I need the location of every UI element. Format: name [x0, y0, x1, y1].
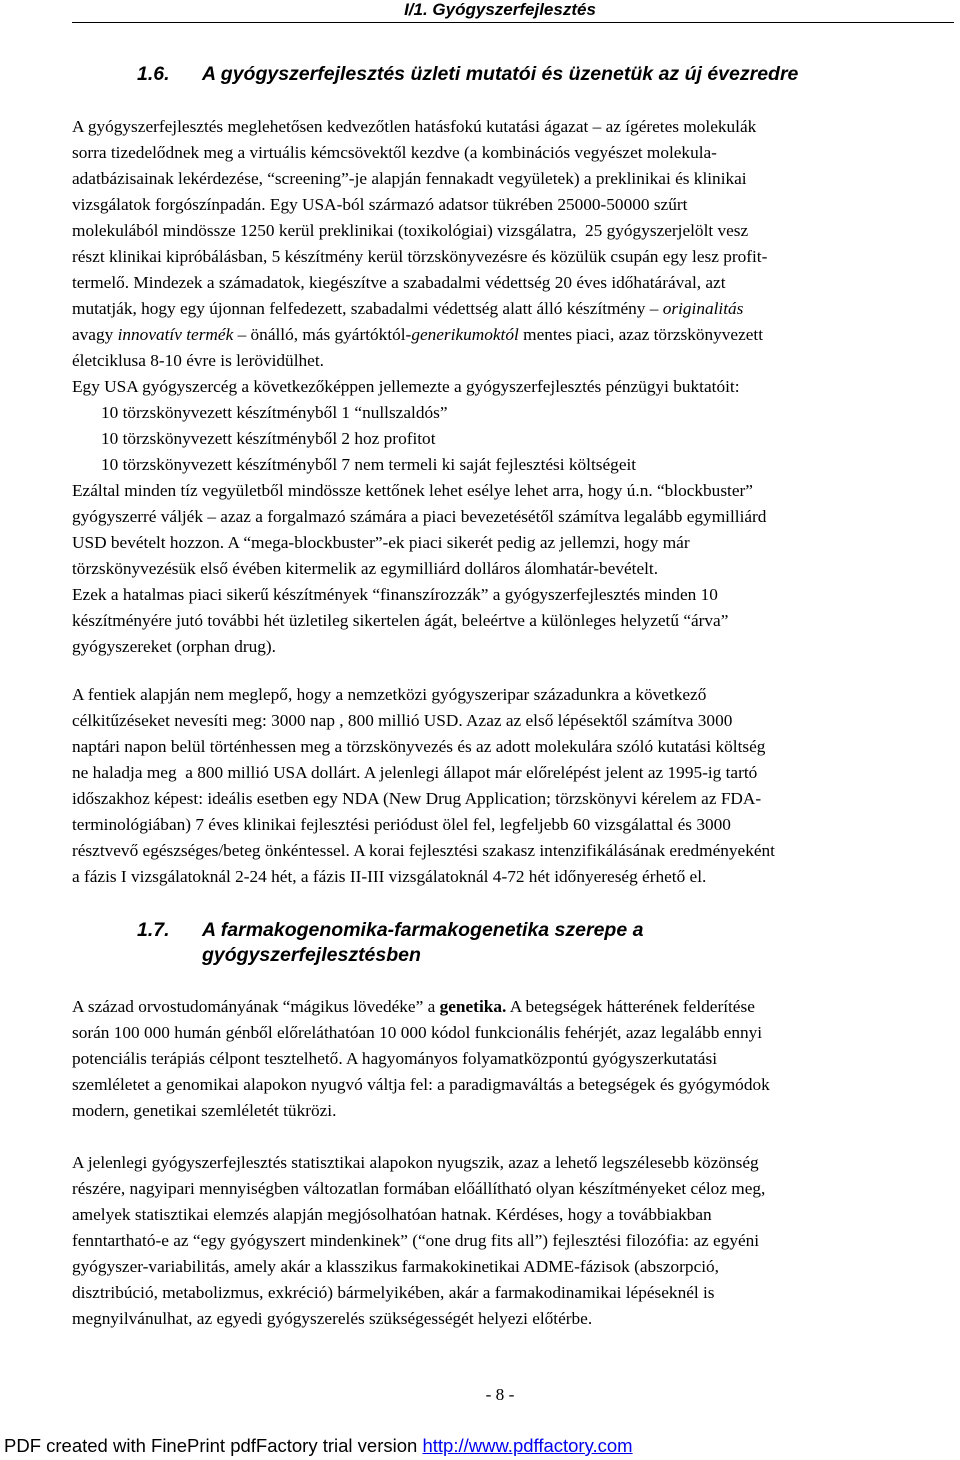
pdf-footer	[0, 1431, 960, 1460]
section-1-6-paragraph-2-intro: Egy USA gyógyszercég a következőképpen jellemezte a gyógyszerfejlesztés pénzügyi buktatóit:	[72, 377, 740, 396]
header-rule	[72, 22, 954, 23]
page-number: - 8 -	[485, 1385, 515, 1404]
running-header-title: I/1. Gyógyszerfejlesztés	[404, 0, 596, 19]
section-1-7-paragraph-2: A jelenlegi gyógyszerfejlesztés statisztikai alapokon nyugszik, azaz a lehető legszélesebb közönség részére, nagyipari mennyiségben változatlan formában előállítható olyan készítményeket céloz meg, amelyek statisztikai elemzés alapján megjósolhatóan hatnak. Kérdéses, hogy a továbbiakban fenntartható-e az “egy gyógyszert mindenkinek” (“one drug fits all”) fejlesztési filozófia: az egyéni gyógyszer-variabilitás, amely akár a klasszikus farmakokinetikai ADME-fázisok (abszorpció, disztribúció, metabolizmus, exkréció) bármelyikében, akár a farmakodinamikai lépéseknél is megnyilvánulhat, az egyedi gyógyszerelés szükségességét helyezi előtérbe.	[72, 1153, 766, 1328]
section-1-6-paragraph-3: A fentiek alapján nem meglepő, hogy a nemzetközi gyógyszeripar századunkra a következő célkitűzéseket nevesíti meg: 3000 nap , 800 millió USD. Azaz az első lépésektől számítva 3000 naptári napon belül történhessen meg a törzskönyvezés és az adott molekulára szóló kutatási költség ne haladja meg a 800 millió USA dollárt. A jelenlegi állapot már előrelépést jelent az 1995-ig tartó időszakhoz képest: ideális esetben egy NDA (New Drug Application; törzskönyvi kérelem az FDA- terminológiában) 7 éves klinikai fejlesztési periódust ölel fel, legfeljebb 60 vizsgálattal és 3000 résztvevő egészséges/beteg önkéntessel. A korai fejlesztési szakasz intenzifikálásának eredményeként a fázis I vizsgálatoknál 2-24 hét, a fázis II-III vizsgálatoknál 4-72 hét időnyereség érhető el.	[72, 685, 775, 886]
section-1-7-number: 1.7.	[137, 919, 170, 941]
footer-link[interactable]: http://www.pdffactory.com	[422, 1435, 633, 1456]
list-item-3: 10 törzskönyvezett készítményből 7 nem termeli ki saját fejlesztési költségeit	[101, 455, 637, 474]
list-item-2: 10 törzskönyvezett készítményből 2 hoz profitot	[101, 429, 436, 448]
section-1-6-paragraph-2-rest: Ezáltal minden tíz vegyületből mindössze kettőnek lehet esélye lehet arra, hogy ú.n. “blockbuster” gyógyszerré váljék – azaz a forgalmazó számára a piaci bevezetésétől számítva legalább egymilliárd USD bevételt hozzon. A “mega-blockbuster”-ek piaci sikerét pedig az jellemzi, hogy már törzskönyvezésük első évében kitermelik az egymilliárd dolláros álomhatár-bevételt. Ezek a hatalmas piaci sikerű készítmények “finanszírozzák” a gyógyszerfejlesztés minden 10 készítményére jutó további hét üzletileg sikertelen ágát, beleértve a különleges helyzetű “árva” gyógyszereket (orphan drug).	[72, 481, 767, 656]
section-1-6-title: A gyógyszerfejlesztés üzleti mutatói és üzenetük az új évezredre	[202, 63, 799, 85]
section-1-6-paragraph-1: A gyógyszerfejlesztés meglehetősen kedvezőtlen hatásfokú kutatási ágazat – az ígéretes molekulák sorra tizedelődnek meg a virtuális kémcsövektől kezdve (a kombinációs vegyészet molekula- adatbázisainak lekérdezése, “screening”-je alapján fennakadt vegyületek) a preklinikai és klinikai vizsgálatok forgószínpadán. Egy USA-ból származó adatsor tükrében 25000-50000 szűrt molekulából mindössze 1250 kerül preklinikai (toxikológiai) vizsgálatra, 25 gyógyszerjelölt vesz részt klinikai kipróbálásban, 5 készítmény kerül törzskönyvezésre és közülük csupán egy lesz profit- termelő. Mindezek a számadatok, kiegészítve a szabadalmi védettség 20 éves időhatárával, azt mutatják, hogy egy újonnan felfedezett, szabadalmi védettség alatt álló készítmény – originalitás avagy innovatív termék – önálló, más gyártóktól-generikumoktól mentes piaci, azaz törzskönyvezett életciklusa 8-10 évre is lerövidülhet.	[72, 117, 768, 370]
section-1-6-number: 1.6.	[137, 63, 170, 85]
section-1-7-title: A farmakogenomika-farmakogenetika szerepe a gyógyszerfejlesztésben	[202, 919, 644, 966]
footer-text: PDF created with FinePrint pdfFactory trial version	[4, 1435, 423, 1456]
section-1-7-paragraph-1: A század orvostudományának “mágikus lövedéke” a genetika. A betegségek hátterének felderítése során 100 000 humán génből előreláthatóan 10 000 kódol funkcionális fehérjét, azaz legalább ennyi potenciális terápiás célpont tesztelhető. A hagyományos folyamatközpontú gyógyszerkutatási szemléletet a genomikai alapokon nyugvó váltja fel: a paradigmaváltás a betegségek és gyógymódok modern, genetikai szemléletét tükrözi.	[72, 997, 770, 1120]
list-item-1: 10 törzskönyvezett készítményből 1 “nullszaldós”	[101, 403, 448, 422]
